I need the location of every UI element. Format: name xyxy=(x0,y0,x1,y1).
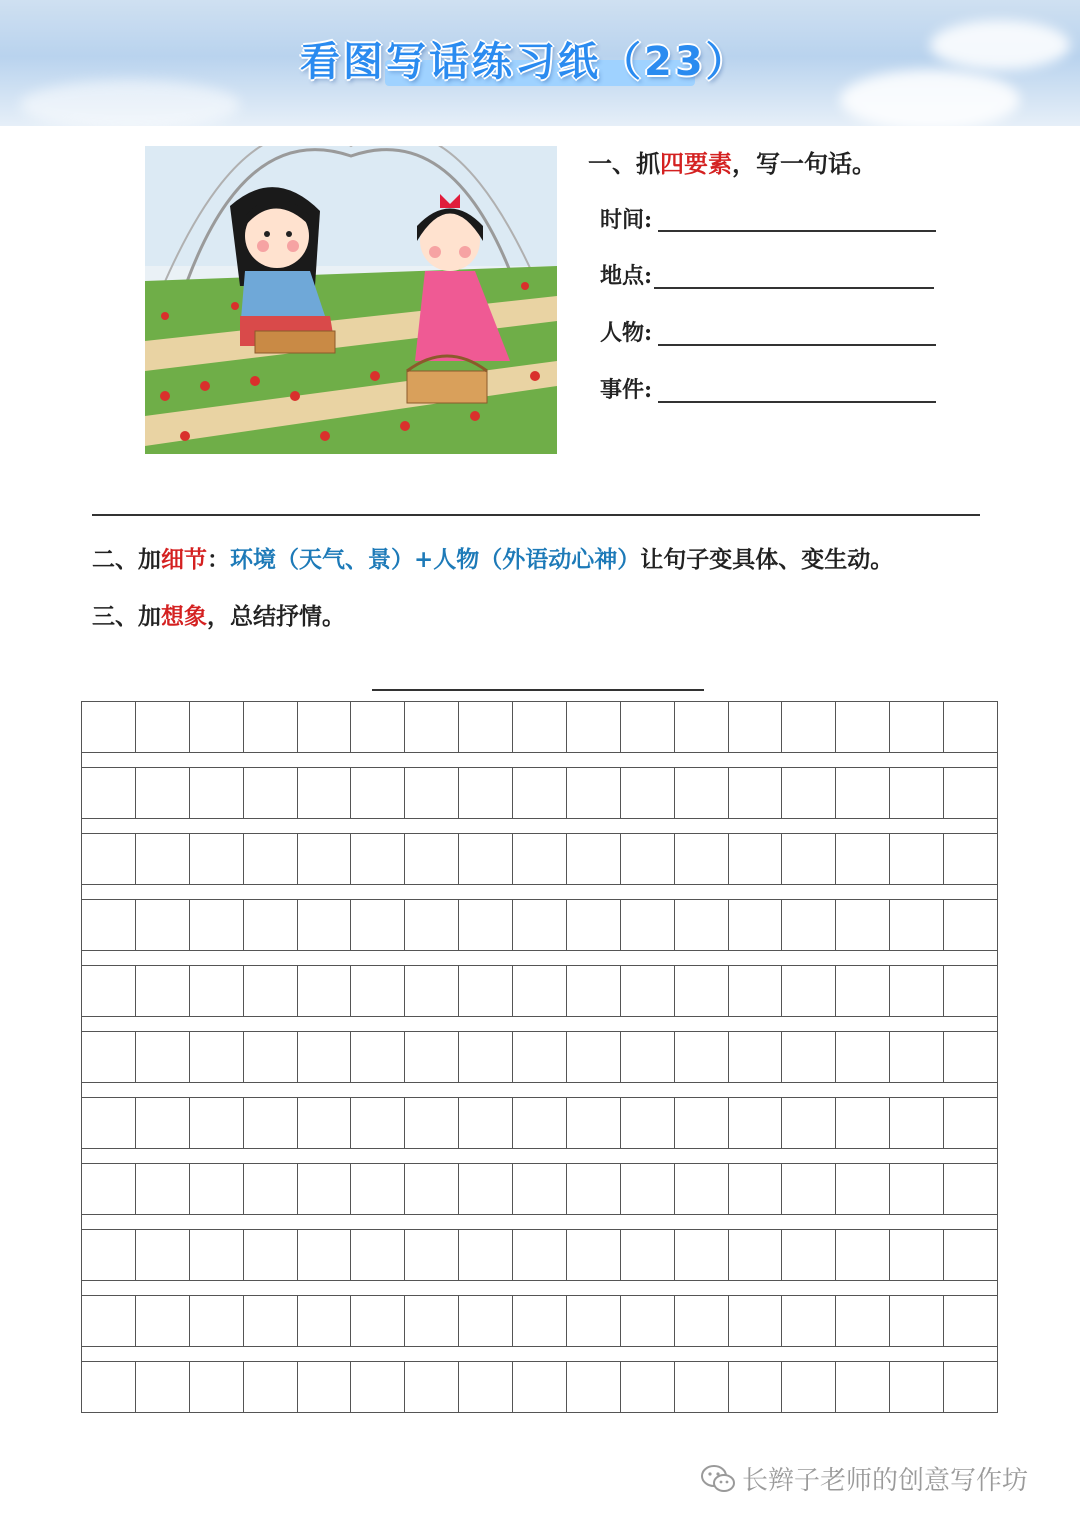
grid-row-gap xyxy=(81,951,998,965)
grid-cell[interactable] xyxy=(298,900,352,950)
grid-row xyxy=(81,1031,998,1083)
grid-cell[interactable] xyxy=(836,900,890,950)
grid-cell[interactable] xyxy=(190,1164,244,1214)
grid-cell[interactable] xyxy=(890,1164,944,1214)
grid-cell[interactable] xyxy=(82,1164,136,1214)
grid-cell[interactable] xyxy=(82,1098,136,1148)
field-time-label: 时间: xyxy=(600,207,653,233)
grid-cell[interactable] xyxy=(405,834,459,884)
grid-cell[interactable] xyxy=(675,1362,729,1412)
grid-cell[interactable] xyxy=(298,1032,352,1082)
field-time-line[interactable] xyxy=(658,230,936,232)
grid-cell[interactable] xyxy=(82,768,136,818)
grid-cell[interactable] xyxy=(621,1032,675,1082)
grid-cell[interactable] xyxy=(675,900,729,950)
grid-cell[interactable] xyxy=(459,1098,513,1148)
grid-cell[interactable] xyxy=(944,1230,997,1280)
grid-cell[interactable] xyxy=(567,1164,621,1214)
grid-cell[interactable] xyxy=(136,768,190,818)
grid-cell[interactable] xyxy=(890,1032,944,1082)
grid-cell[interactable] xyxy=(944,966,997,1016)
grid-cell[interactable] xyxy=(136,1032,190,1082)
grid-cell[interactable] xyxy=(944,1098,997,1148)
grid-cell[interactable] xyxy=(351,966,405,1016)
grid-cell[interactable] xyxy=(836,768,890,818)
grid-cell[interactable] xyxy=(351,900,405,950)
grid-cell[interactable] xyxy=(459,1032,513,1082)
grid-cell[interactable] xyxy=(82,1296,136,1346)
grid-cell[interactable] xyxy=(459,834,513,884)
grid-cell[interactable] xyxy=(459,900,513,950)
grid-cell[interactable] xyxy=(890,966,944,1016)
grid-cell[interactable] xyxy=(351,1032,405,1082)
grid-cell[interactable] xyxy=(244,834,298,884)
grid-cell[interactable] xyxy=(136,1230,190,1280)
grid-cell[interactable] xyxy=(782,1230,836,1280)
grid-cell[interactable] xyxy=(244,1362,298,1412)
grid-cell[interactable] xyxy=(136,1296,190,1346)
grid-cell[interactable] xyxy=(729,900,783,950)
grid-cell[interactable] xyxy=(405,1098,459,1148)
grid-cell[interactable] xyxy=(729,966,783,1016)
grid-cell[interactable] xyxy=(729,1032,783,1082)
grid-cell[interactable] xyxy=(298,1296,352,1346)
grid-cell[interactable] xyxy=(351,768,405,818)
grid-cell[interactable] xyxy=(890,1230,944,1280)
grid-cell[interactable] xyxy=(782,834,836,884)
grid-cell[interactable] xyxy=(136,702,190,752)
grid-cell[interactable] xyxy=(459,1164,513,1214)
grid-cell[interactable] xyxy=(621,1362,675,1412)
grid-cell[interactable] xyxy=(836,966,890,1016)
grid-cell[interactable] xyxy=(459,1230,513,1280)
field-place-label: 地点: xyxy=(600,263,653,289)
grid-cell[interactable] xyxy=(190,1362,244,1412)
grid-cell[interactable] xyxy=(675,1098,729,1148)
grid-row-gap xyxy=(81,819,998,833)
grid-row-gap xyxy=(81,1281,998,1295)
grid-cell[interactable] xyxy=(82,1032,136,1082)
strawberry-picking-illustration xyxy=(145,146,557,454)
grid-cell[interactable] xyxy=(298,1164,352,1214)
grid-cell[interactable] xyxy=(782,1164,836,1214)
grid-cell[interactable] xyxy=(836,1230,890,1280)
grid-cell[interactable] xyxy=(513,1032,567,1082)
section3-heading: 三、加想象，总结抒情。 xyxy=(92,603,345,630)
grid-row-gap xyxy=(81,1083,998,1097)
grid-cell[interactable] xyxy=(405,900,459,950)
grid-row xyxy=(81,1097,998,1149)
grid-cell[interactable] xyxy=(567,1296,621,1346)
grid-cell[interactable] xyxy=(621,1164,675,1214)
grid-cell[interactable] xyxy=(190,1230,244,1280)
grid-cell[interactable] xyxy=(244,768,298,818)
grid-cell[interactable] xyxy=(890,1362,944,1412)
grid-cell[interactable] xyxy=(890,1098,944,1148)
grid-cell[interactable] xyxy=(513,768,567,818)
grid-row xyxy=(81,1229,998,1281)
grid-cell[interactable] xyxy=(567,834,621,884)
grid-cell[interactable] xyxy=(782,900,836,950)
grid-cell[interactable] xyxy=(944,834,997,884)
grid-cell[interactable] xyxy=(244,1230,298,1280)
grid-cell[interactable] xyxy=(836,1164,890,1214)
grid-cell[interactable] xyxy=(513,966,567,1016)
grid-cell[interactable] xyxy=(190,1032,244,1082)
grid-cell[interactable] xyxy=(405,1296,459,1346)
grid-cell[interactable] xyxy=(190,702,244,752)
grid-cell[interactable] xyxy=(836,1032,890,1082)
grid-cell[interactable] xyxy=(136,966,190,1016)
grid-cell[interactable] xyxy=(513,900,567,950)
wechat-icon xyxy=(700,1464,736,1494)
grid-cell[interactable] xyxy=(513,834,567,884)
grid-cell[interactable] xyxy=(513,1098,567,1148)
grid-cell[interactable] xyxy=(244,1032,298,1082)
grid-cell[interactable] xyxy=(944,1362,997,1412)
grid-cell[interactable] xyxy=(190,966,244,1016)
grid-cell[interactable] xyxy=(405,1164,459,1214)
grid-row-gap xyxy=(81,1215,998,1229)
grid-cell[interactable] xyxy=(944,702,997,752)
grid-cell[interactable] xyxy=(298,1362,352,1412)
grid-cell[interactable] xyxy=(351,702,405,752)
section1-heading: 一、抓四要素，写一句话。 xyxy=(588,149,876,178)
grid-cell[interactable] xyxy=(136,900,190,950)
grid-row xyxy=(81,833,998,885)
grid-cell[interactable] xyxy=(298,768,352,818)
grid-cell[interactable] xyxy=(513,1164,567,1214)
grid-cell[interactable] xyxy=(836,1296,890,1346)
field-event-line[interactable] xyxy=(658,401,936,403)
grid-cell[interactable] xyxy=(782,1098,836,1148)
grid-cell[interactable] xyxy=(836,1362,890,1412)
grid-cell[interactable] xyxy=(729,1230,783,1280)
grid-cell[interactable] xyxy=(244,900,298,950)
grid-cell[interactable] xyxy=(190,768,244,818)
grid-row xyxy=(81,899,998,951)
grid-row xyxy=(81,701,998,753)
grid-cell[interactable] xyxy=(459,1296,513,1346)
grid-cell[interactable] xyxy=(405,1362,459,1412)
grid-cell[interactable] xyxy=(621,1296,675,1346)
grid-cell[interactable] xyxy=(82,834,136,884)
grid-cell[interactable] xyxy=(244,1164,298,1214)
grid-cell[interactable] xyxy=(675,1230,729,1280)
grid-cell[interactable] xyxy=(567,1230,621,1280)
grid-cell[interactable] xyxy=(782,702,836,752)
grid-cell[interactable] xyxy=(675,966,729,1016)
grid-cell[interactable] xyxy=(621,834,675,884)
grid-cell[interactable] xyxy=(405,1230,459,1280)
grid-cell[interactable] xyxy=(621,1230,675,1280)
grid-cell[interactable] xyxy=(944,768,997,818)
grid-cell[interactable] xyxy=(351,834,405,884)
grid-cell[interactable] xyxy=(405,768,459,818)
grid-cell[interactable] xyxy=(190,834,244,884)
grid-cell[interactable] xyxy=(944,900,997,950)
field-people-line[interactable] xyxy=(658,344,936,346)
grid-cell[interactable] xyxy=(782,1362,836,1412)
grid-cell[interactable] xyxy=(190,900,244,950)
grid-cell[interactable] xyxy=(944,1032,997,1082)
grid-cell[interactable] xyxy=(675,1296,729,1346)
header-banner xyxy=(0,0,1080,126)
section2-heading: 二、加细节：环境（天气、景）+人物（外语动心神）让句子变具体、变生动。 xyxy=(92,546,894,573)
page-title: 看图写话练习纸（23） xyxy=(300,39,749,85)
grid-cell[interactable] xyxy=(944,1296,997,1346)
grid-cell[interactable] xyxy=(567,966,621,1016)
grid-cell[interactable] xyxy=(567,1032,621,1082)
grid-cell[interactable] xyxy=(244,1296,298,1346)
grid-cell[interactable] xyxy=(567,768,621,818)
grid-cell[interactable] xyxy=(459,702,513,752)
grid-cell[interactable] xyxy=(190,1296,244,1346)
grid-cell[interactable] xyxy=(136,1098,190,1148)
grid-cell[interactable] xyxy=(782,966,836,1016)
grid-row xyxy=(81,1361,998,1413)
grid-cell[interactable] xyxy=(836,702,890,752)
grid-cell[interactable] xyxy=(298,834,352,884)
grid-cell[interactable] xyxy=(567,900,621,950)
grid-cell[interactable] xyxy=(459,966,513,1016)
grid-cell[interactable] xyxy=(567,702,621,752)
grid-row-gap xyxy=(81,753,998,767)
grid-row xyxy=(81,1295,998,1347)
grid-cell[interactable] xyxy=(459,1362,513,1412)
watermark-text: 长辫子老师的创意写作坊 xyxy=(742,1466,1029,1496)
grid-cell[interactable] xyxy=(513,1362,567,1412)
grid-cell[interactable] xyxy=(782,768,836,818)
grid-row xyxy=(81,767,998,819)
grid-cell[interactable] xyxy=(244,702,298,752)
grid-cell[interactable] xyxy=(675,834,729,884)
grid-row-gap xyxy=(81,885,998,899)
grid-cell[interactable] xyxy=(82,966,136,1016)
grid-cell[interactable] xyxy=(729,768,783,818)
grid-cell[interactable] xyxy=(405,1032,459,1082)
grid-cell[interactable] xyxy=(890,702,944,752)
grid-cell[interactable] xyxy=(82,1362,136,1412)
grid-cell[interactable] xyxy=(675,1032,729,1082)
grid-cell[interactable] xyxy=(567,1362,621,1412)
grid-cell[interactable] xyxy=(621,1098,675,1148)
grid-cell[interactable] xyxy=(190,1098,244,1148)
grid-cell[interactable] xyxy=(513,702,567,752)
grid-cell[interactable] xyxy=(351,1362,405,1412)
grid-cell[interactable] xyxy=(729,1098,783,1148)
grid-cell[interactable] xyxy=(729,834,783,884)
grid-row xyxy=(81,1163,998,1215)
field-place-line[interactable] xyxy=(654,287,934,289)
grid-cell[interactable] xyxy=(675,702,729,752)
grid-cell[interactable] xyxy=(621,768,675,818)
grid-row-gap xyxy=(81,1347,998,1361)
grid-cell[interactable] xyxy=(136,834,190,884)
grid-cell[interactable] xyxy=(459,768,513,818)
grid-cell[interactable] xyxy=(351,1296,405,1346)
grid-cell[interactable] xyxy=(82,1230,136,1280)
grid-cell[interactable] xyxy=(836,1098,890,1148)
field-people-label: 人物: xyxy=(600,320,653,346)
composition-title-line[interactable] xyxy=(372,689,704,691)
grid-cell[interactable] xyxy=(513,1296,567,1346)
grid-cell[interactable] xyxy=(298,1098,352,1148)
field-event-label: 事件: xyxy=(600,377,653,403)
grid-cell[interactable] xyxy=(890,834,944,884)
grid-cell[interactable] xyxy=(782,1296,836,1346)
grid-cell[interactable] xyxy=(675,768,729,818)
grid-cell[interactable] xyxy=(621,702,675,752)
grid-cell[interactable] xyxy=(729,1362,783,1412)
grid-cell[interactable] xyxy=(298,702,352,752)
watermark xyxy=(700,1460,1028,1497)
grid-cell[interactable] xyxy=(244,1098,298,1148)
grid-cell[interactable] xyxy=(244,966,298,1016)
grid-row-gap xyxy=(81,1017,998,1031)
grid-cell[interactable] xyxy=(836,834,890,884)
grid-cell[interactable] xyxy=(298,1230,352,1280)
grid-cell[interactable] xyxy=(405,966,459,1016)
grid-cell[interactable] xyxy=(944,1164,997,1214)
grid-cell[interactable] xyxy=(729,1296,783,1346)
grid-cell[interactable] xyxy=(621,966,675,1016)
grid-row-gap xyxy=(81,1149,998,1163)
grid-cell[interactable] xyxy=(675,1164,729,1214)
grid-cell[interactable] xyxy=(890,900,944,950)
grid-row xyxy=(81,965,998,1017)
grid-cell[interactable] xyxy=(351,1230,405,1280)
grid-cell[interactable] xyxy=(405,702,459,752)
grid-cell[interactable] xyxy=(567,1098,621,1148)
grid-cell[interactable] xyxy=(729,702,783,752)
grid-cell[interactable] xyxy=(621,900,675,950)
grid-cell[interactable] xyxy=(729,1164,783,1214)
grid-cell[interactable] xyxy=(890,1296,944,1346)
grid-cell[interactable] xyxy=(136,1362,190,1412)
grid-cell[interactable] xyxy=(351,1098,405,1148)
grid-cell[interactable] xyxy=(298,966,352,1016)
grid-cell[interactable] xyxy=(82,900,136,950)
grid-cell[interactable] xyxy=(136,1164,190,1214)
grid-cell[interactable] xyxy=(890,768,944,818)
section-divider xyxy=(92,514,980,516)
grid-cell[interactable] xyxy=(513,1230,567,1280)
grid-cell[interactable] xyxy=(82,702,136,752)
grid-cell[interactable] xyxy=(782,1032,836,1082)
grid-cell[interactable] xyxy=(351,1164,405,1214)
